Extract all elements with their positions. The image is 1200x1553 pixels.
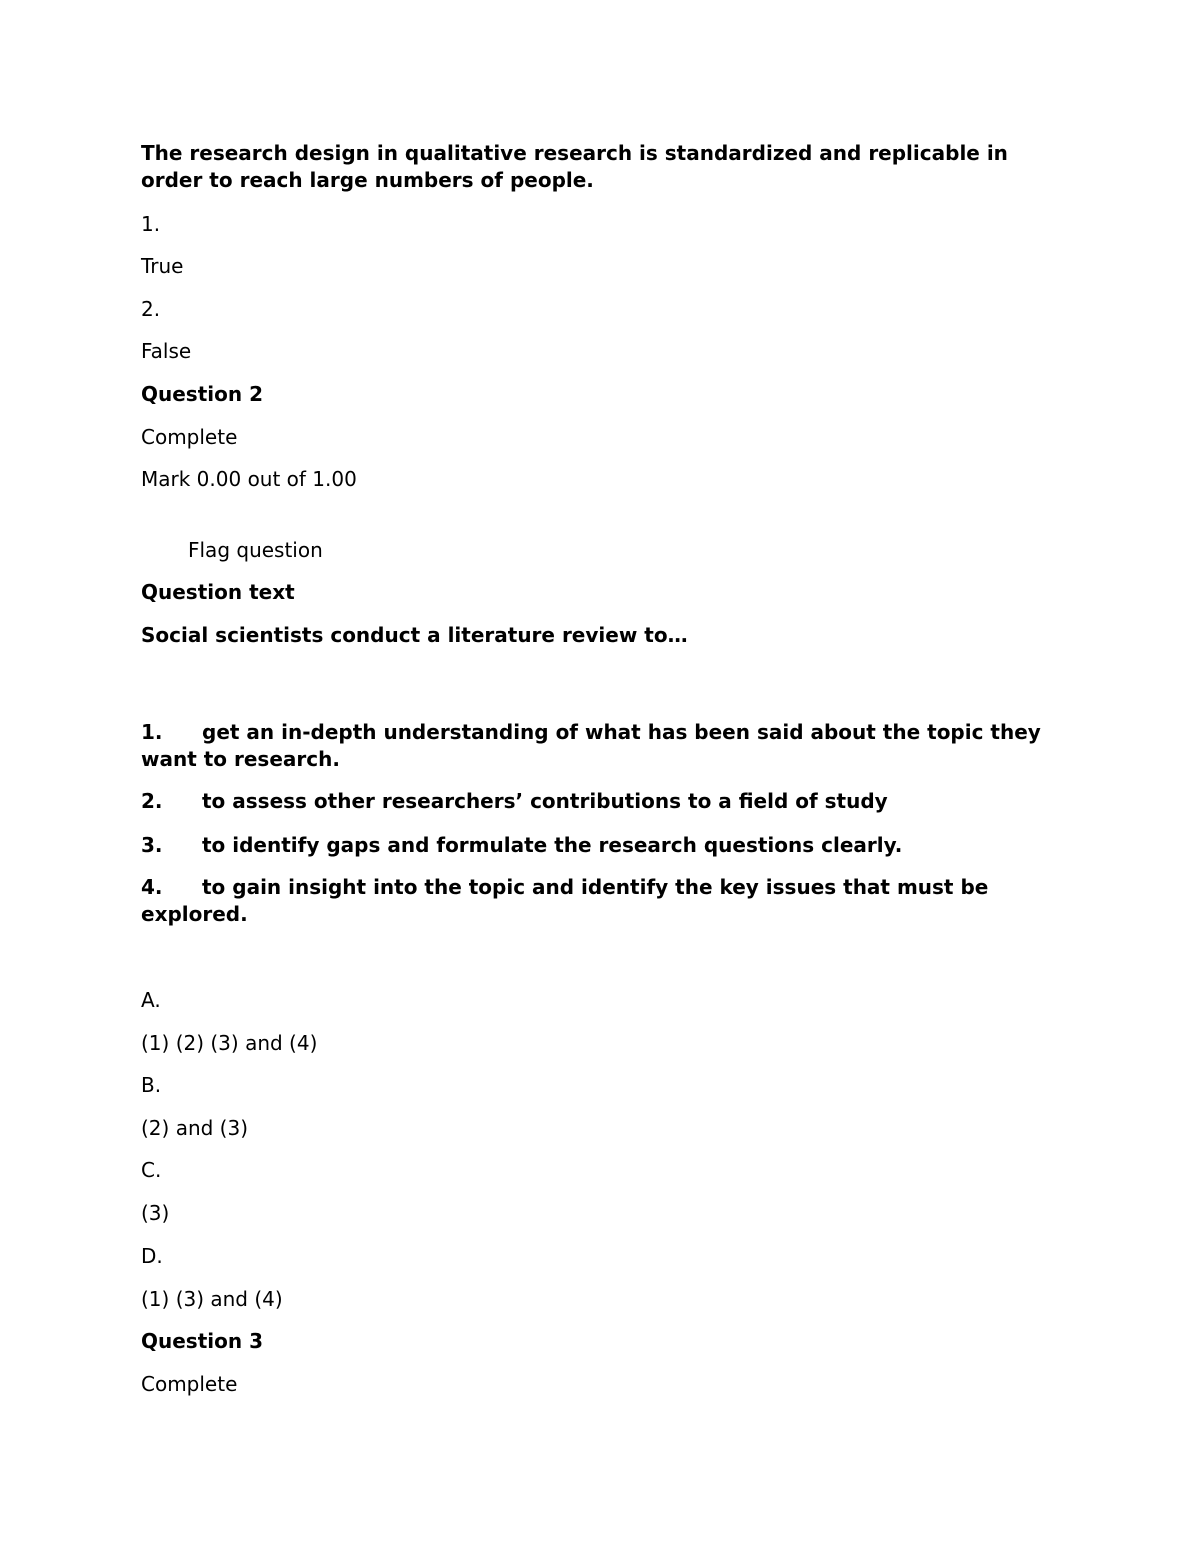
statement-item — [141, 832, 902, 859]
question2-prompt: Social scientists conduct a literature review to… — [141, 623, 688, 647]
choice-text[interactable]: (2) and (3) — [141, 1116, 249, 1140]
statement-item — [141, 788, 888, 815]
statement-number: 2. — [141, 789, 163, 813]
option-number: 1. — [141, 212, 161, 236]
choice-letter: D. — [141, 1244, 163, 1268]
statement-item — [141, 874, 1056, 928]
flag-question-link[interactable]: Flag question — [188, 538, 323, 562]
statement-text: to assess other researchers’ contributions to a field of study — [202, 789, 888, 813]
option-label[interactable]: True — [141, 254, 184, 278]
question3-state: Complete — [141, 1372, 238, 1396]
question1-text: The research design in qualitative research is standardized and replicable in order to reach large numbers of people. — [141, 141, 1008, 192]
question3-heading: Question 3 — [141, 1329, 263, 1353]
choice-text[interactable]: (1) (2) (3) and (4) — [141, 1031, 318, 1055]
statement-text: get an in-depth understanding of what has been said about the topic they want to research. — [141, 720, 1041, 771]
question-text-heading: Question text — [141, 580, 295, 604]
choice-letter: A. — [141, 988, 161, 1012]
choice-letter: B. — [141, 1073, 162, 1097]
statement-number: 3. — [141, 833, 163, 857]
question2-mark: Mark 0.00 out of 1.00 — [141, 467, 357, 491]
statement-number: 1. — [141, 720, 163, 744]
statement-item — [141, 719, 1056, 773]
option-label[interactable]: False — [141, 339, 192, 363]
question2-state: Complete — [141, 425, 238, 449]
choice-letter: C. — [141, 1158, 162, 1182]
statement-text: to gain insight into the topic and identify the key issues that must be explored. — [141, 875, 989, 926]
choice-text[interactable]: (3) — [141, 1201, 170, 1225]
option-number: 2. — [141, 297, 161, 321]
question2-heading: Question 2 — [141, 382, 263, 406]
choice-text[interactable]: (1) (3) and (4) — [141, 1287, 283, 1311]
statement-number: 4. — [141, 875, 163, 899]
statement-text: to identify gaps and formulate the research questions clearly. — [202, 833, 903, 857]
